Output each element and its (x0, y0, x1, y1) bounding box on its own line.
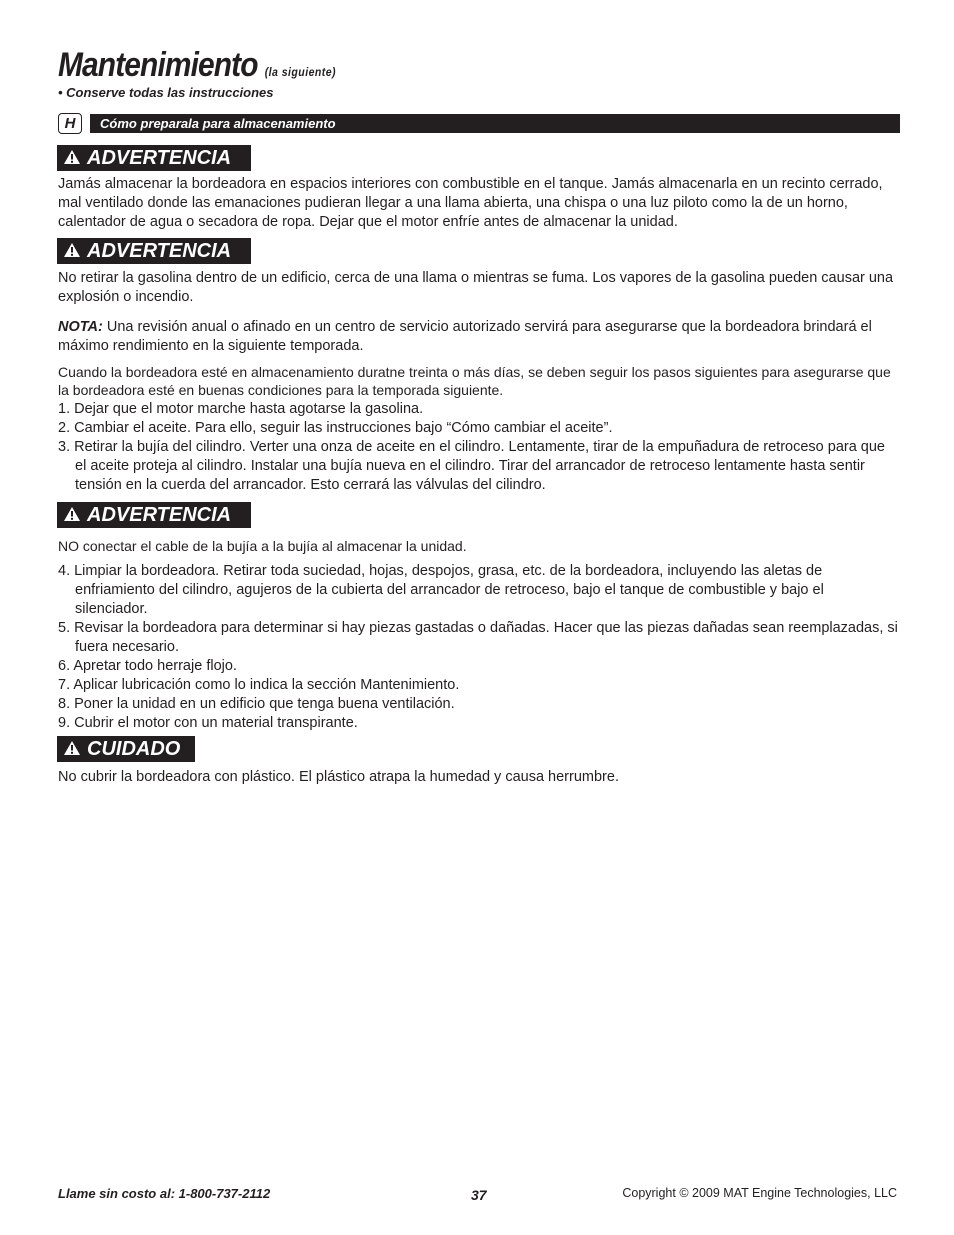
caution-label: CUIDADO (87, 738, 181, 760)
page-subtitle: • Conserve todas las instrucciones (58, 85, 274, 100)
list-item: 5. Revisar la bordeadora para determinar si hay piezas gastadas o dañadas. Hacer que las piezas dañadas sean reemplazadas, si fuera necesario. (58, 620, 898, 655)
section-title: Cómo preparala para almacenamiento (90, 114, 900, 133)
warning-badge (57, 145, 251, 171)
section-letter: H (58, 113, 82, 134)
list-item: 7. Aplicar lubricación como lo indica la sección Mantenimiento. (58, 677, 460, 693)
steps-list (58, 400, 900, 495)
intro-paragraph: Cuando la bordeadora esté en almacenamiento duratne treinta o más días, se deben seguir los pasos siguientes para asegurarse que la bordeadora esté en buenas condiciones para la temporada siguiente. (58, 364, 891, 398)
warning-badge (57, 502, 251, 528)
note-text: Una revisión anual o afinado en un centro de servicio autorizado servirá para asegurarse que la bordeadora brindará el máximo rendimiento en la siguiente temporada. (58, 319, 872, 354)
warning-text: NO conectar el cable de la bujía a la bujía al almacenar la unidad. (58, 538, 467, 554)
warning-triangle-icon (63, 740, 81, 756)
warning-label: ADVERTENCIA (87, 504, 232, 526)
warning-text: No retirar la gasolina dentro de un edificio, cerca de una llama o mientras se fuma. Los vapores de la gasolina pueden causar una explosión o incendio. (58, 270, 894, 305)
page-title: Mantenimiento (la siguiente) (58, 46, 337, 84)
list-item: 2. Cambiar el aceite. Para ello, seguir las instrucciones bajo “Cómo cambiar el aceite”. (58, 420, 613, 436)
list-item: 9. Cubrir el motor con un material transpirante. (58, 715, 358, 731)
warning-triangle-icon (63, 242, 81, 258)
footer-copyright: Copyright © 2009 MAT Engine Technologies, LLC (622, 1186, 897, 1200)
page-number: 37 (471, 1187, 487, 1203)
warning-badge (57, 238, 251, 264)
list-item: 8. Poner la unidad en un edificio que tenga buena ventilación. (58, 696, 455, 712)
warning-text: Jamás almacenar la bordeadora en espacios interiores con combustible en el tanque. Jamás almacenarla en un recinto cerrado, mal ventilado donde las emanaciones pudieran llegar a una llama abierta, una chispa o una luz piloto como la de un horno, calentador de agua o secadora de ropa. Dejar que el motor enfríe antes de almacenar la unidad. (58, 176, 883, 230)
warning-label: ADVERTENCIA (87, 147, 232, 169)
footer-phone: Llame sin costo al: 1-800-737-2112 (58, 1186, 271, 1201)
list-item: 3. Retirar la bujía del cilindro. Verter una onza de aceite en el cilindro. Lentamente, tirar de la empuñadura de retroceso para que el aceite proteja al cilindro. Instalar una bujía nueva en el cilindro. Tirar del arrancador de retroceso lentamente hasta sentir tensión en la cuerda del arrancador. Esto cerrará las válvulas del cilindro. (58, 439, 885, 493)
caution-badge (57, 736, 195, 762)
warning-triangle-icon (63, 506, 81, 522)
list-item: 1. Dejar que el motor marche hasta agotarse la gasolina. (58, 401, 424, 417)
warning-triangle-icon (63, 149, 81, 165)
note-paragraph (58, 318, 900, 356)
warning-label: ADVERTENCIA (87, 240, 232, 262)
section-header (58, 113, 900, 134)
steps-list (58, 562, 900, 733)
note-label: NOTA: (58, 319, 103, 335)
list-item: 4. Limpiar la bordeadora. Retirar toda suciedad, hojas, despojos, grasa, etc. de la bordeadora, incluyendo las aletas de enfriamiento del cilindro, agujeros de la cubierta del arrancador de retroceso, bajo el tanque de combustible y bajo el silenciador. (58, 563, 824, 617)
page-title-suffix: (la siguiente) (264, 65, 337, 79)
caution-text: No cubrir la bordeadora con plástico. El plástico atrapa la humedad y causa herrumbre. (58, 769, 619, 785)
list-item: 6. Apretar todo herraje flojo. (58, 658, 237, 674)
